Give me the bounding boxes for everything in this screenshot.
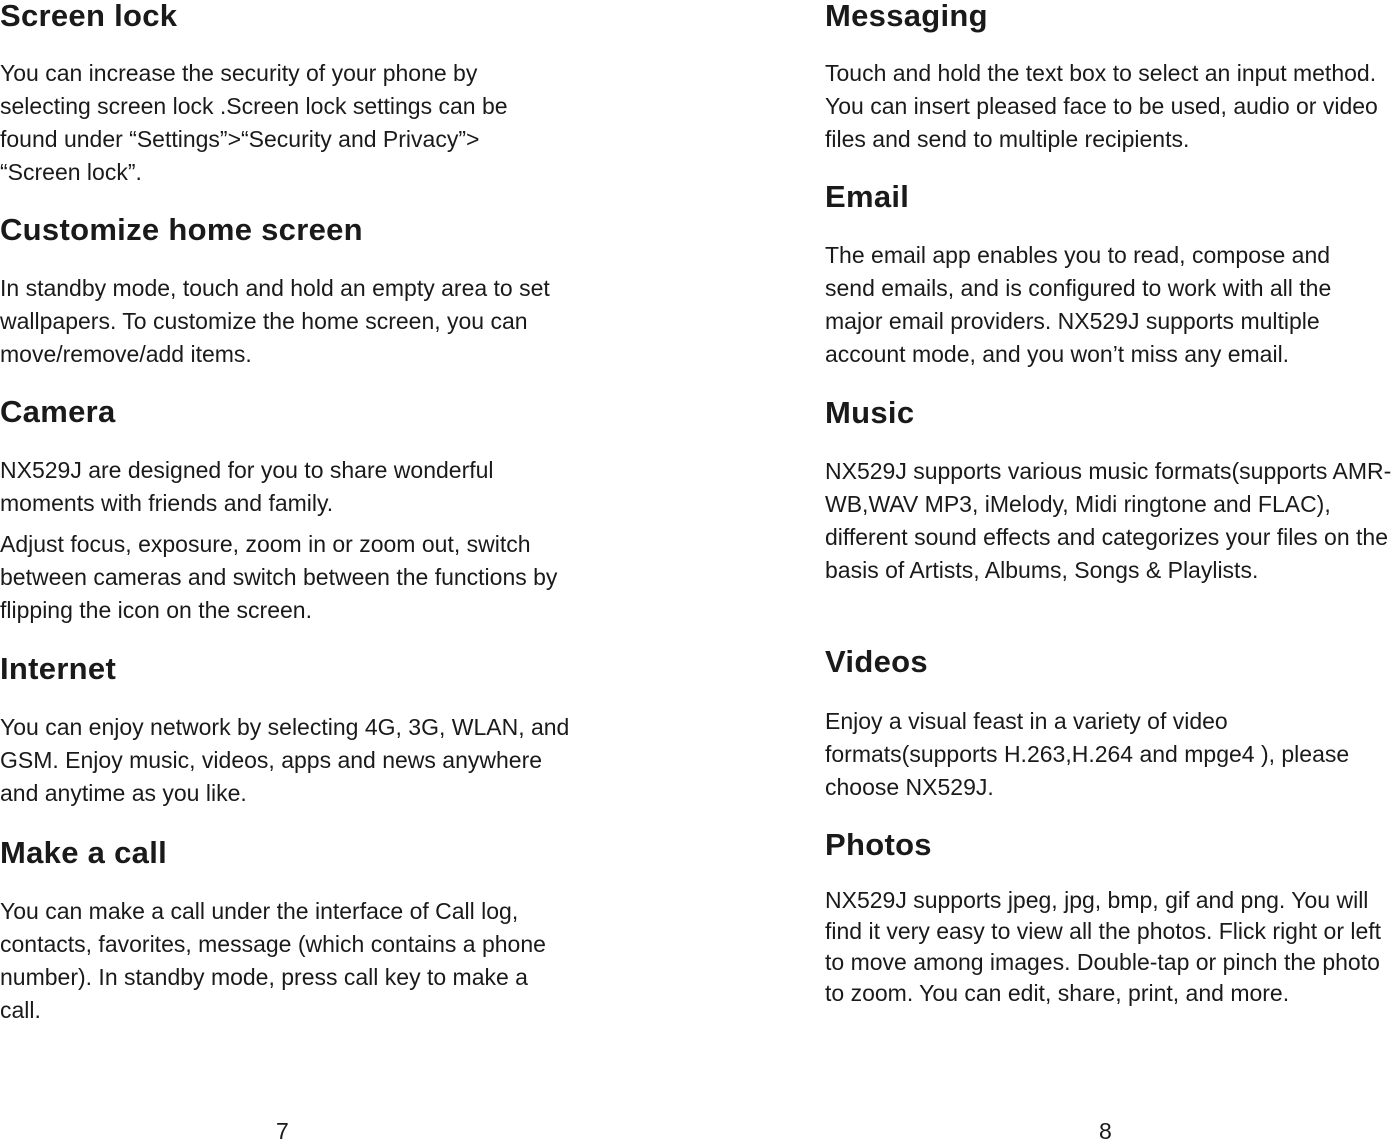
email-text: The email app enables you to read, compose and send emails, and is configured to work with all the major email providers. NX529J supports multiple account mode, and you won’t miss any email. xyxy=(825,242,1332,367)
page-number-left: 7 xyxy=(276,1118,289,1144)
customize-home-screen-text: In standby mode, touch and hold an empty area to set wallpapers. To customize the home screen, you can move/remove/add items. xyxy=(0,275,550,367)
messaging-text: Touch and hold the text box to select an input method. You can insert pleased face to be used, audio or video files and send to multiple recipients. xyxy=(825,60,1378,152)
heading-camera: Camera xyxy=(0,394,116,429)
page-number-right: 8 xyxy=(1099,1118,1112,1144)
photos-text: NX529J supports jpeg, jpg, bmp, gif and png. You will find it very easy to view all the photos. Flick right or left to move among images. Double-tap or pinch the photo to zoom. You can edit, share, print, and more. xyxy=(825,887,1382,1006)
heading-messaging: Messaging xyxy=(825,0,988,33)
heading-screen-lock: Screen lock xyxy=(0,0,178,33)
music-text: NX529J supports various music formats(supports AMR-WB,WAV MP3, iMelody, Midi ringtone and FLAC), different sound effects and categorizes your files on the basis of Artists, Albums, Songs & Playlists. xyxy=(825,458,1392,583)
heading-photos: Photos xyxy=(825,827,932,862)
screen-lock-text: You can increase the security of your phone by selecting screen lock .Screen lock settings can be found under “Settings”>“Security and Privacy”> “Screen lock”. xyxy=(0,60,508,185)
heading-internet: Internet xyxy=(0,651,117,686)
heading-videos: Videos xyxy=(825,644,928,679)
heading-email: Email xyxy=(825,179,910,214)
make-a-call-text: You can make a call under the interface of Call log, contacts, favorites, message (which contains a phone number). In standby mode, press call key to make a call. xyxy=(0,898,546,1023)
heading-make-a-call: Make a call xyxy=(0,835,168,870)
videos-text: Enjoy a visual feast in a variety of video formats(supports H.263,H.264 and mpge4 ), please choose NX529J. xyxy=(825,708,1350,800)
camera-text-2: Adjust focus, exposure, zoom in or zoom out, switch between cameras and switch between the functions by flipping the icon on the screen. xyxy=(0,531,558,623)
internet-text: You can enjoy network by selecting 4G, 3G, WLAN, and GSM. Enjoy music, videos, apps and news anywhere and anytime as you like. xyxy=(0,714,570,806)
camera-text-1: NX529J are designed for you to share wonderful moments with friends and family. xyxy=(0,457,494,516)
heading-music: Music xyxy=(825,395,915,430)
heading-customize-home-screen: Customize home screen xyxy=(0,212,363,247)
